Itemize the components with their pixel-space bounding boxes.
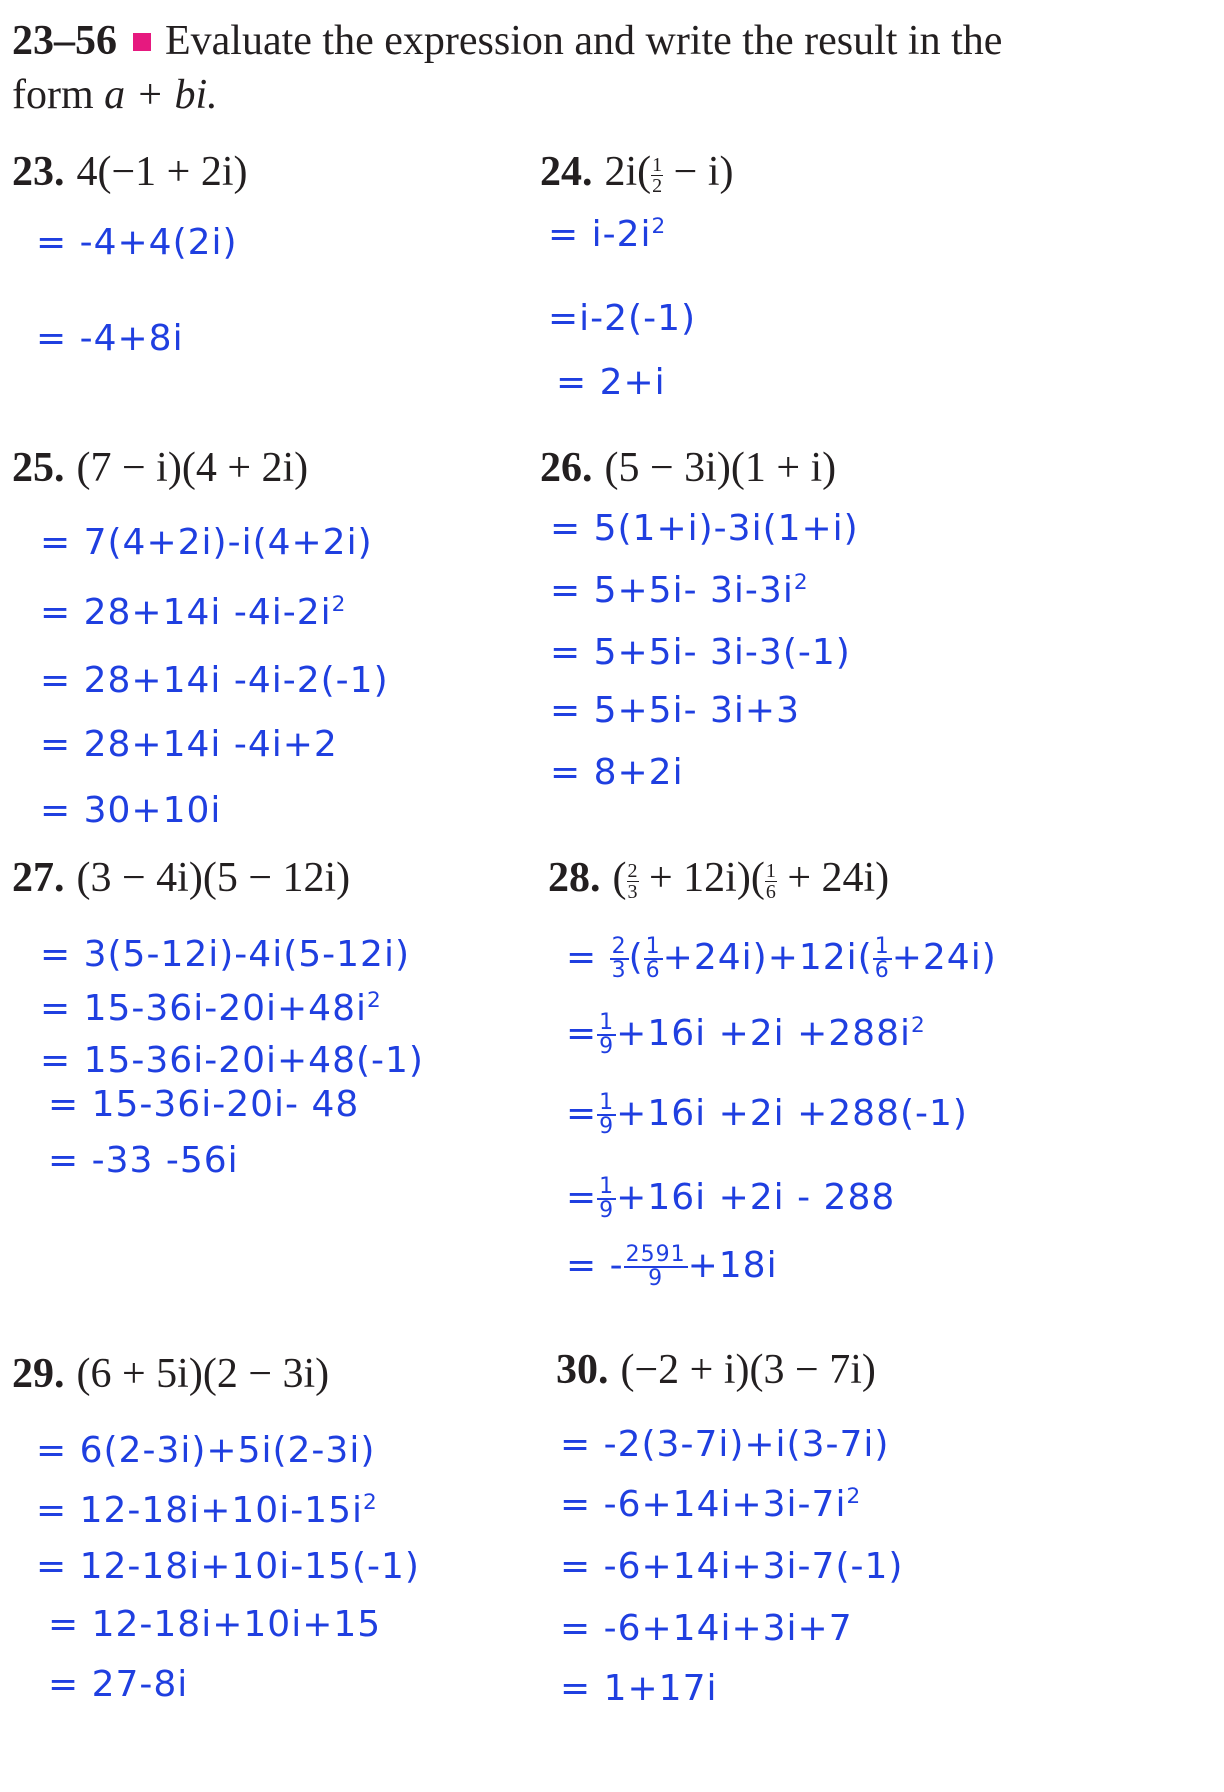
p29-step-5: = 27-8i — [48, 1664, 189, 1705]
p26-step-3: = 5+5i- 3i-3(-1) — [550, 632, 851, 673]
p28-step-1: = $\frac{2}{3}$ ( $\frac{1}{6}$ +24i)+12i( $\frac{1}{6}$ +24i) — [566, 934, 997, 983]
problem-29 — [12, 1350, 329, 1398]
p29-step-4: = 12-18i+10i+15 — [48, 1604, 382, 1645]
problem-25 — [12, 444, 308, 492]
p24-step-3: = 2+i — [556, 362, 666, 403]
problem-number: 29. — [12, 1351, 65, 1397]
p29-step-2: = $12-18i+10i-15i^2$ — [36, 1490, 378, 1531]
p29-step-1: = 6(2-3i)+5i(2-3i) — [36, 1430, 376, 1471]
problem-number: 23. — [12, 149, 65, 195]
p26-step-1: = 5(1+i)-3i(1+i) — [550, 508, 859, 549]
p29-step-3: = 12-18i+10i-15(-1) — [36, 1546, 420, 1587]
p26-step-5: = 8+2i — [550, 752, 684, 793]
p25-step-4: = 28+14i -4i+2 — [40, 724, 338, 765]
p24-step-1: = $i-2i^2$ — [548, 214, 667, 255]
problem-expression: (6 + 5i)(2 − 3i) — [76, 1351, 330, 1397]
problem-24 — [540, 148, 734, 196]
p27-step-5: = -33 -56i — [48, 1140, 239, 1181]
p26-step-2: = 5+5i- $3i-3i^2$ — [550, 570, 809, 611]
p28-step-3: = $\frac{1}{9}$ +16i +2i +288(-1) — [566, 1090, 968, 1139]
p23-step-1: = -4+4(2i) — [36, 222, 238, 263]
problem-23 — [12, 148, 248, 196]
p30-step-3: = -6+14i+3i-7(-1) — [560, 1546, 904, 1587]
problem-26 — [540, 444, 836, 492]
p27-step-1: = 3(5-12i)-4i(5-12i) — [40, 934, 410, 975]
p26-step-4: = 5+5i- 3i+3 — [550, 690, 800, 731]
p27-step-3: = 15-36i-20i+48(-1) — [40, 1040, 424, 1081]
p30-step-1: = -2(3-7i)+i(3-7i) — [560, 1424, 890, 1465]
p23-step-2: = -4+8i — [36, 318, 184, 359]
p25-step-5: = 30+10i — [40, 790, 222, 831]
p30-step-5: = 1+17i — [560, 1668, 718, 1709]
p24-step-2: =i-2(-1) — [548, 298, 697, 339]
problem-28 — [548, 854, 889, 902]
expr-part: ( — [612, 855, 627, 901]
problem-number: 27. — [12, 855, 65, 901]
fraction-two-thirds: $\frac{2}{3}$ — [627, 859, 638, 903]
instruction-text: Evaluate the expression and write the result in the — [165, 18, 1003, 64]
problem-expression: (7 − i)(4 + 2i) — [76, 445, 309, 491]
instruction-form-math: a + bi. — [104, 72, 218, 118]
p27-step-4: = 15-36i-20i- 48 — [48, 1084, 360, 1125]
problem-27 — [12, 854, 350, 902]
problem-expression-b: − i) — [663, 149, 734, 195]
p28-step-4: = $\frac{1}{9}$ +16i +2i - 288 — [566, 1174, 896, 1223]
p28-step-5: = - $\frac{2591}{9}$ +18i — [566, 1242, 778, 1291]
p25-step-1: = 7(4+2i)-i(4+2i) — [40, 522, 373, 563]
fraction-one-sixth: $\frac{1}{6}$ — [765, 859, 776, 903]
p25-step-2: = 28+14i $-4i-2i^2$ — [40, 592, 347, 633]
expr-part: + 24i) — [776, 855, 890, 901]
section-marker-square — [133, 33, 151, 51]
p30-step-4: = -6+14i+3i+7 — [560, 1608, 853, 1649]
problem-expression: (−2 + i)(3 − 7i) — [620, 1347, 876, 1393]
fraction-half: $\frac{1}{2}$ — [652, 153, 663, 197]
problem-number: 28. — [548, 855, 601, 901]
p30-step-2: = $-6+14i+3i-7i^2$ — [560, 1484, 862, 1525]
problem-expression: (3 − 4i)(5 − 12i) — [76, 855, 351, 901]
p25-step-3: = 28+14i -4i-2(-1) — [40, 660, 389, 701]
expr-part: + 12i)( — [638, 855, 765, 901]
problem-number: 26. — [540, 445, 593, 491]
exercise-range: 23–56 — [12, 18, 117, 64]
problem-expression: (5 − 3i)(1 + i) — [604, 445, 837, 491]
problem-number: 30. — [556, 1347, 609, 1393]
problem-expression-a: 2i( — [604, 149, 652, 195]
problem-expression: 4(−1 + 2i) — [76, 149, 248, 195]
problem-number: 25. — [12, 445, 65, 491]
exercise-header — [12, 14, 1212, 122]
p27-step-2: = $15-36i-20i+48i^2$ — [40, 988, 382, 1029]
problem-30 — [556, 1346, 876, 1394]
instruction-line2-prefix: form — [12, 72, 94, 118]
p28-step-2: = $\frac{1}{9}$ $+16i +2i +288i^2$ — [566, 1010, 926, 1059]
problem-number: 24. — [540, 149, 593, 195]
